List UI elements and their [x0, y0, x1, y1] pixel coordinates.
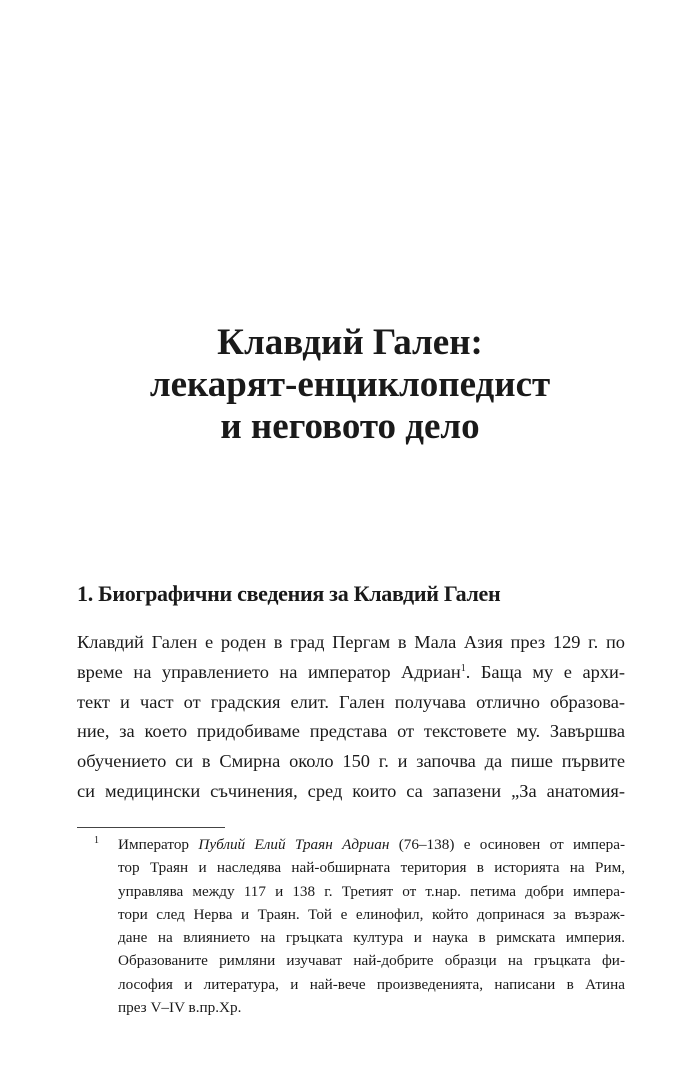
body-line-2-text: време на управлението на император Адриан [77, 661, 461, 682]
footnote-line-1-start: Император [118, 836, 199, 853]
footnote-divider [77, 827, 225, 828]
body-paragraph [77, 628, 625, 807]
chapter-title-line-1: Клавдий Гален: [217, 322, 483, 363]
emperor-name: Публий Елий Траян Адриан [198, 836, 390, 853]
body-line-5: обучението си в Смирна около 150 г. и започва да пише първите [77, 751, 625, 772]
body-line-2-text-end: . Баща му е архи- [465, 661, 625, 682]
footnote-line-6: Образованите римляни изучават най-добрите образци на гръцката фи- [118, 952, 625, 970]
chapter-title-line-3: и неговото дело [220, 406, 480, 447]
footnote-line-1 [118, 833, 625, 856]
footnote-line-7: лософия и литература, и най-вече произведенията, написани в Атина [118, 975, 625, 993]
footnote-line-2: тор Траян и наследява най-обширната територия в историята на Рим, [118, 859, 625, 877]
body-line-6: си медицински съчинения, сред които са запазени „За анатомия- [77, 780, 625, 801]
body-line-3: тект и част от градския елит. Гален получава отлично образова- [77, 691, 625, 712]
footnote-line-8: през V–IV в.пр.Хр. [118, 999, 242, 1017]
body-line-2 [77, 658, 625, 688]
footnote-line-1-end: (76–138) е осиновен от импера- [389, 836, 625, 853]
body-line-4: ние, за което придобиваме представа от текстовете му. Завършва [77, 721, 625, 742]
footnote-marker: 1 [94, 835, 99, 846]
footnote-line-4: тори след Нерва и Траян. Той е елинофил, който допринася за възраж- [118, 905, 625, 923]
footnote-line-5: дане на влиянието на гръцката култура и наука в римската империя. [118, 929, 625, 947]
footnote-reference: 1 [460, 662, 466, 674]
section-heading: 1. Биографични сведения за Клавдий Гален [77, 581, 501, 606]
footnote-text [118, 833, 625, 1019]
footnote-line-3: управлява между 117 и 138 г. Третият от т.нар. петима добри импера- [118, 882, 625, 900]
chapter-title-line-2: лекарят-енциклопедист [149, 364, 551, 405]
chapter-title [0, 322, 700, 448]
body-line-1: Клавдий Гален е роден в град Пергам в Мала Азия през 129 г. по [77, 632, 625, 652]
